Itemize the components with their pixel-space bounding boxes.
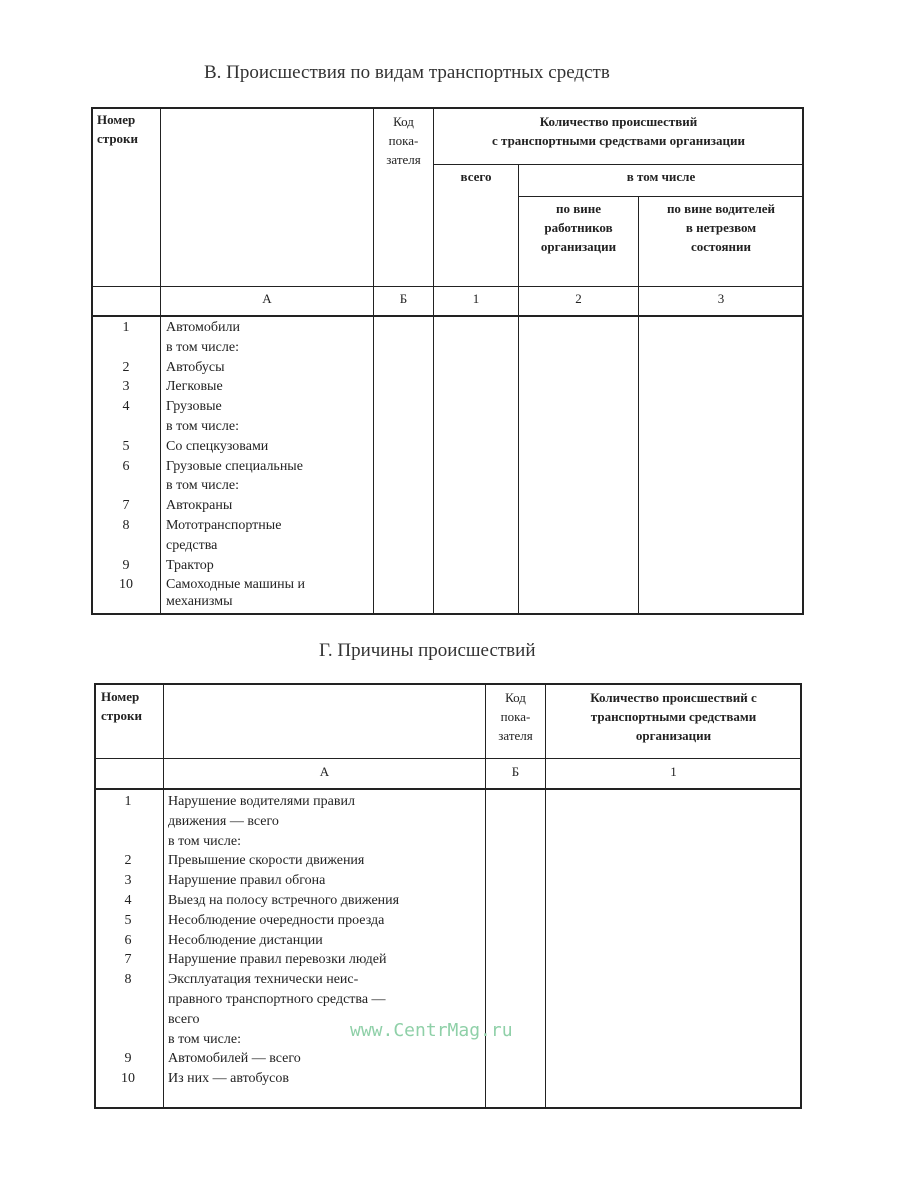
row-label: Несоблюдение дистанции <box>168 932 323 948</box>
header-quantity: Количество происшествий с транспортными средствами организации <box>590 690 757 743</box>
row-number: 9 <box>122 557 130 573</box>
header-code: Код пока- зателя <box>498 690 533 743</box>
column-id-b: Б <box>511 764 520 779</box>
row-number: 6 <box>122 458 130 474</box>
row-number: 10 <box>119 577 133 593</box>
row-number: 3 <box>124 873 132 889</box>
row-number: 4 <box>124 893 132 908</box>
row-number: 2 <box>122 359 130 375</box>
row-label: механизмы <box>166 594 233 610</box>
header-row-number: Номер строки <box>97 112 139 146</box>
row-number <box>98 1010 158 1030</box>
row-label: Грузовые <box>166 399 222 415</box>
row-number: 7 <box>124 952 132 968</box>
column-id-3: 3 <box>717 291 725 306</box>
row-number <box>96 417 156 437</box>
row-label: Мототранспортные <box>166 518 282 533</box>
row-label: Эксплуатация технически неис- <box>168 972 359 988</box>
row-number <box>96 338 156 358</box>
row-label: в том числе: <box>168 833 241 849</box>
column-id-b: Б <box>399 291 408 306</box>
row-number <box>96 476 156 496</box>
row-label: Нарушение правил перевозки людей <box>168 952 387 968</box>
row-label: Автомобилей — всего <box>168 1051 301 1067</box>
row-number: 6 <box>124 932 132 948</box>
row-label: Несоблюдение очередности проезда <box>168 912 385 928</box>
row-label: Нарушение водителями правил <box>168 794 355 809</box>
header-including: в том числе <box>626 169 696 184</box>
column-id-a: А <box>262 291 272 306</box>
row-label: Превышение скорости движения <box>168 853 365 869</box>
row-label: Нарушение правил обгона <box>168 873 326 889</box>
row-number: 5 <box>122 438 130 454</box>
row-label: Легковые <box>166 379 223 395</box>
row-label: Самоходные машины и <box>166 577 306 593</box>
row-label: правного транспортного средства — <box>168 992 386 1007</box>
row-label: Автокраны <box>166 498 233 514</box>
row-number <box>98 832 158 852</box>
row-label: Со спецкузовами <box>166 438 269 454</box>
row-label: Автомобили <box>166 320 240 335</box>
header-row-number: Номер строки <box>101 689 143 723</box>
row-label: средства <box>166 537 218 553</box>
row-label: в том числе: <box>166 419 239 434</box>
header-code: Код пока- зателя <box>386 114 421 167</box>
row-number: 8 <box>124 972 132 988</box>
row-number <box>96 536 156 556</box>
row-label: в том числе: <box>166 478 239 494</box>
row-number: 9 <box>124 1051 132 1067</box>
row-number <box>98 812 158 832</box>
row-label: движения — всего <box>168 813 279 829</box>
section-g-title: Г. Причины происшествий <box>319 640 536 661</box>
row-number <box>96 595 156 615</box>
row-number: 5 <box>124 912 132 928</box>
header-by-drunk-drivers: по вине водителей в нетрезвом состоянии <box>666 201 776 254</box>
header-total: всего <box>460 169 492 184</box>
row-label: всего <box>168 1011 200 1027</box>
row-label: в том числе: <box>166 339 239 355</box>
column-id-1: 1 <box>472 291 480 306</box>
row-label: в том числе: <box>168 1031 241 1047</box>
row-number: 1 <box>122 320 130 335</box>
row-number: 7 <box>122 498 130 514</box>
column-id-2: 2 <box>575 291 582 306</box>
row-number: 2 <box>124 853 132 869</box>
header-quantity: Количество происшествий с транспортными средствами организации <box>492 114 745 148</box>
section-b-title: В. Происшествия по видам транспортных средств <box>204 62 610 83</box>
row-label: Грузовые специальные <box>166 458 303 474</box>
row-label: Автобусы <box>166 359 225 375</box>
row-number: 10 <box>121 1071 135 1087</box>
watermark: www.CentrMag.ru <box>350 1020 513 1041</box>
row-number <box>98 1030 158 1050</box>
header-by-workers: по вине работников организации <box>540 201 617 254</box>
row-label: Выезд на полосу встречного движения <box>168 893 400 908</box>
row-number: 1 <box>124 794 132 809</box>
row-label: Трактор <box>166 557 214 573</box>
row-number <box>98 990 158 1010</box>
row-number: 3 <box>122 379 130 395</box>
column-id-a: А <box>319 764 330 779</box>
column-id-1: 1 <box>670 764 677 779</box>
row-number: 8 <box>122 518 130 533</box>
row-number: 4 <box>122 399 130 415</box>
row-label: Из них — автобусов <box>168 1071 289 1087</box>
